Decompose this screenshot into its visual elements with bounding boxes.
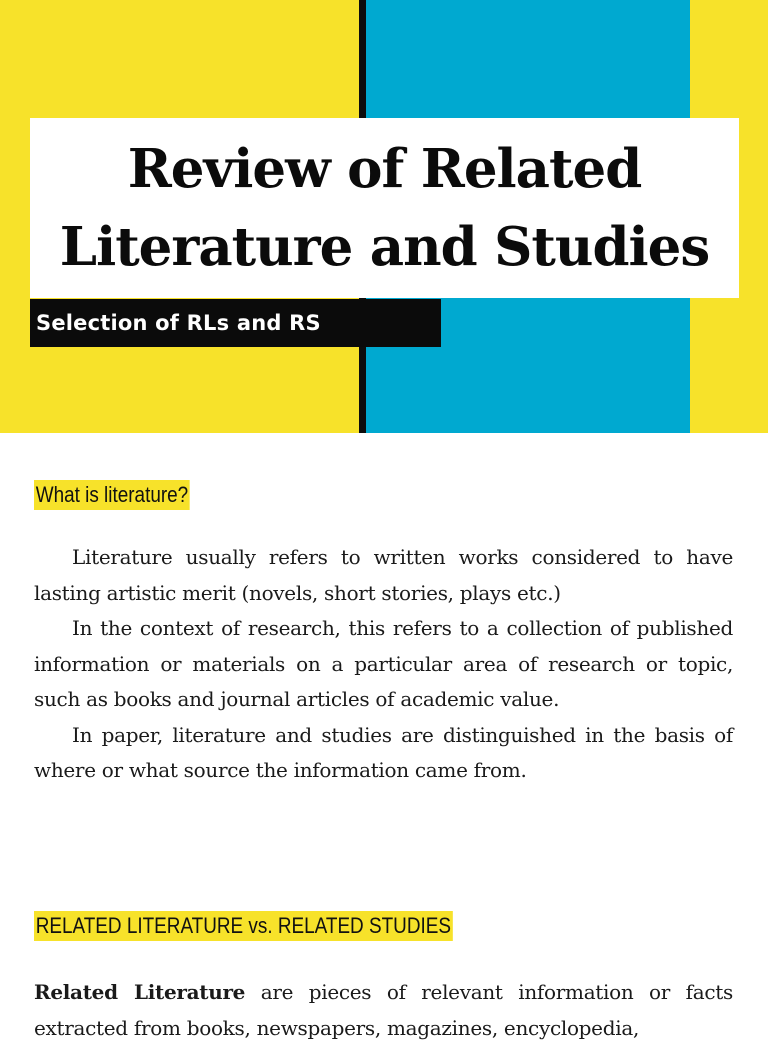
slide-title xyxy=(60,130,709,286)
section-heading-rl-vs-rs xyxy=(34,911,521,941)
title-line-2: Literature and Studies xyxy=(59,216,710,278)
slide-subtitle: Selection of RLs and RS xyxy=(36,311,321,335)
term-related-literature: Related Literature xyxy=(34,980,246,1004)
title-banner xyxy=(0,0,768,433)
paragraph: Literature usually refers to written works considered to have lasting artistic merit (novels, short stories, plays etc.) xyxy=(34,545,733,605)
section-heading-literature xyxy=(34,480,215,510)
heading-highlight: What is literature? xyxy=(34,480,190,510)
subtitle-bar xyxy=(30,299,441,347)
title-box xyxy=(30,118,739,298)
related-literature-definition xyxy=(34,975,733,1046)
heading-highlight: RELATED LITERATURE vs. RELATED STUDIES xyxy=(34,911,453,941)
definition-text: are pieces of relevant information or facts extracted from books, newspapers, magazines, encyclopedia, xyxy=(34,980,733,1040)
title-line-1: Review of Related xyxy=(127,138,642,200)
paragraph: In paper, literature and studies are distinguished in the basis of where or what source the information came from. xyxy=(34,722,733,782)
literature-paragraphs xyxy=(34,540,733,789)
paragraph: In the context of research, this refers to a collection of published information or materials on a particular area of research or topic, such as books and journal articles of academic value. xyxy=(34,616,733,711)
